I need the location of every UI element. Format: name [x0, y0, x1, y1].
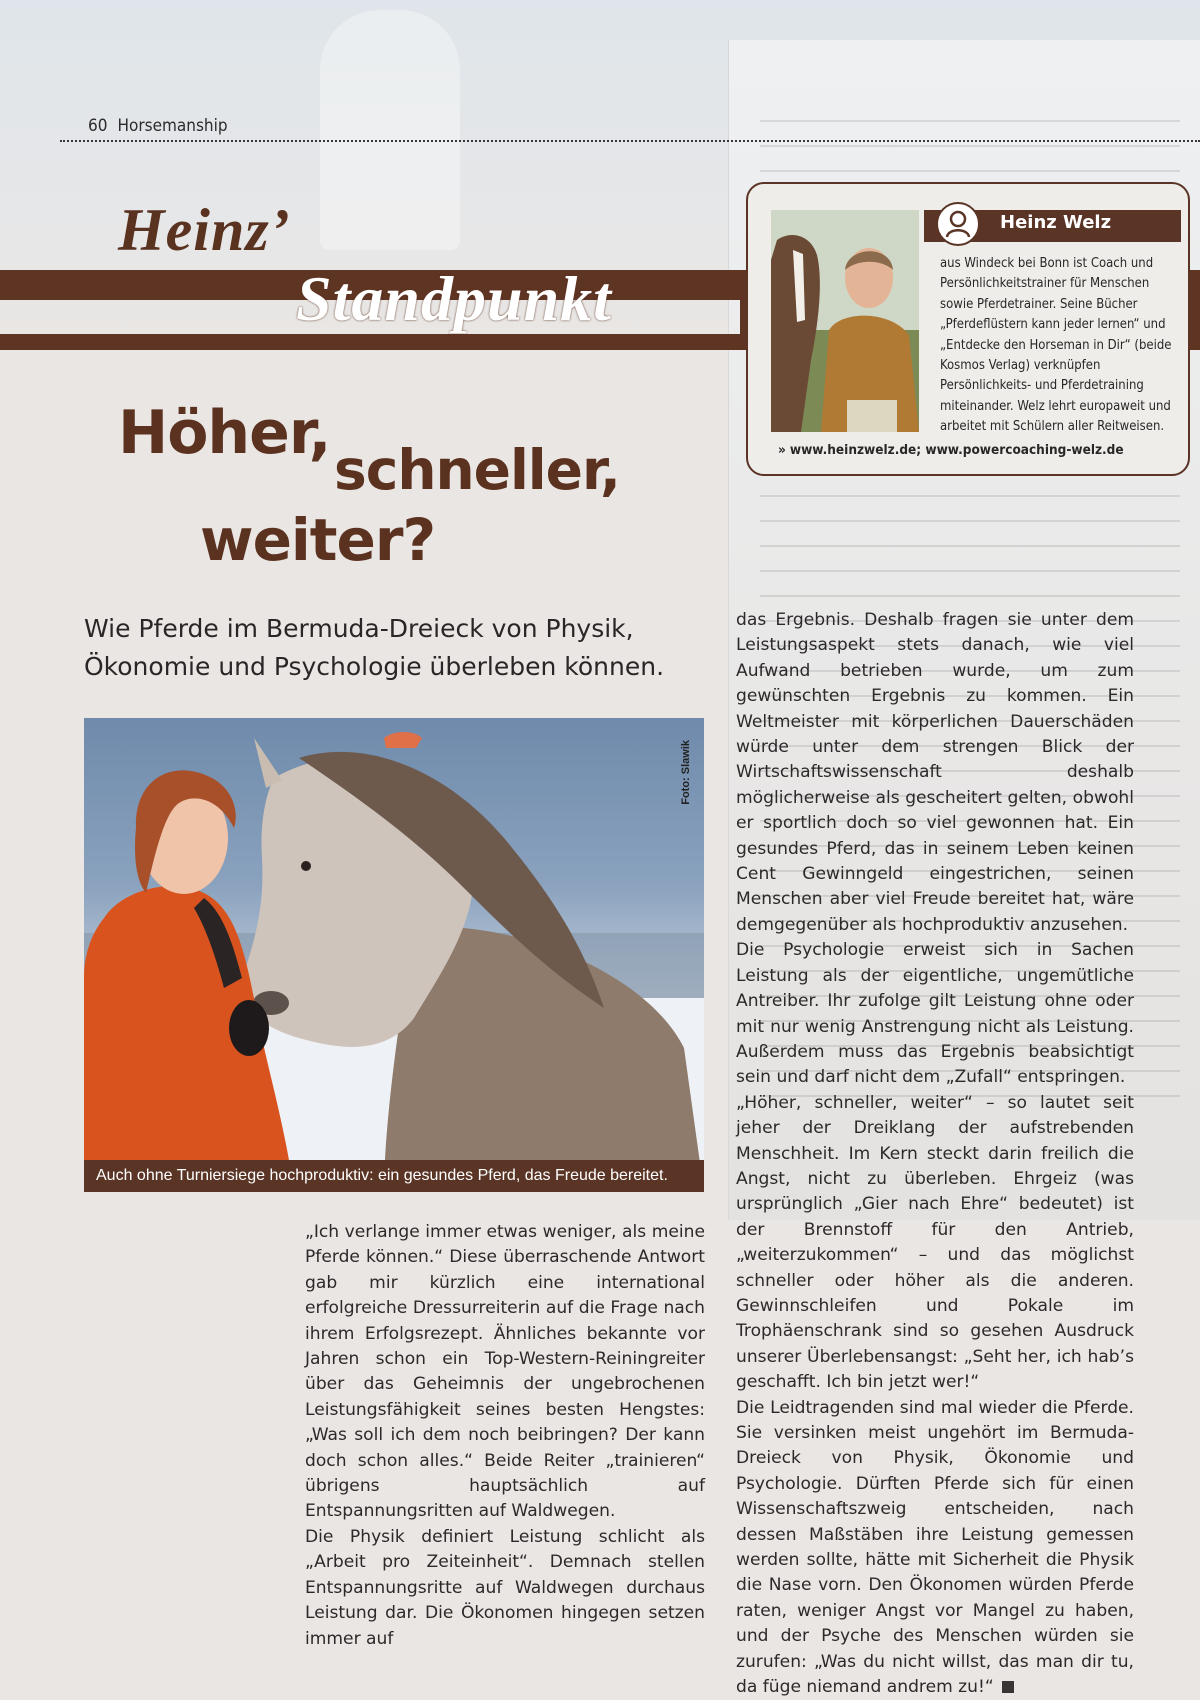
- body-paragraph: Die Physik definiert Leistung schlicht als „Arbeit pro Zeiteinheit“. Demnach stellen Entspannungsritte auf Waldwegen durchaus Leistung dar. Die Ökonomen hingegen setzen immer auf: [305, 1526, 705, 1649]
- author-bio: aus Windeck bei Bonn ist Coach und Persönlichkeitstrainer für Menschen sowie Pferdetrainer. Seine Bücher „Pferdeflüstern kann jeder lernen“ und „Entdecke den Horseman in Dir“ (beide Kosmos Verlag) verknüpfen Persönlichkeits- und Pferdetraining miteinander. Welz lehrt europaweit und arbeitet mit Schülern aller Reitweisen.: [940, 256, 1172, 435]
- headline-part3: weiter?: [200, 506, 436, 574]
- header-dotted-rule: [60, 140, 1200, 142]
- page-number: 60: [88, 116, 108, 136]
- column-title-line2: Standpunkt: [296, 263, 612, 334]
- body-column-left: [305, 1220, 705, 1652]
- section-name: Horsemanship: [117, 116, 228, 136]
- photo-caption: Auch ohne Turniersiege hochproduktiv: ein gesundes Pferd, das Freude bereitet.: [84, 1160, 704, 1192]
- body-column-right: [736, 608, 1134, 1700]
- body-paragraph-last: [736, 1396, 1134, 1700]
- title-band-bottom: [0, 334, 740, 350]
- author-photo: [771, 210, 919, 432]
- double-chevron-right-icon: »: [778, 442, 786, 458]
- body-paragraph: das Ergebnis. Deshalb fragen sie unter dem Leistungsaspekt stets danach, wie viel Aufwand betrieben wurde, um zum gewünschten Ergebnis zu kommen. Ein Weltmeister mit körperlichen Dauerschäden würde unter dem strengen Blick der Wirtschaftswissenschaft deshalb möglicherweise als gescheitert gelten, obwohl er sportlich doch so viel gewonnen hat. Ein gesundes Pferd, das in seinem Leben keinen Cent Gewinngeld eingestrichen, seinen Menschen aber viel Freude bereitet hat, wäre demgegenüber als hochproduktiv anzusehen.: [736, 610, 1134, 935]
- page-header: [88, 116, 228, 136]
- person-icon-glyph: [938, 204, 978, 244]
- body-paragraph: Die Psychologie erweist sich in Sachen Leistung als der eigentliche, ungemütliche Antreiber. Ihr zufolge gilt Leistung ohne oder mit nur wenig Anstrengung nicht als Leistung. Außerdem muss das Ergebnis beabsichtigt sein und darf nicht dem „Zufall“ entspringen.: [736, 940, 1134, 1088]
- headline-part2: schneller,: [334, 438, 620, 502]
- body-paragraph: „Ich verlange immer etwas weniger, als meine Pferde können.“ Diese überraschende Antwort gab mir kürzlich eine international erfolgreiche Dressurreiterin auf die Frage nach ihrem Erfolgsrezept. Ähnliches bekannte vor Jahren schon ein Top-Western-Reiningreiter über das Geheimnis der ungebrochenen Leistungsfähigkeit seines besten Hengstes: „Was soll ich dem noch beibringen? Der kann doch schon alles.“ Beide Reiter „trainieren“ übrigens hauptsächlich auf Entspannungsritten auf Waldwegen.: [305, 1222, 705, 1522]
- person-icon: [936, 202, 980, 246]
- headline-part1: Höher,: [118, 398, 331, 468]
- main-photo: [84, 718, 704, 1192]
- lead-text: Wie Pferde im Bermuda-Dreieck von Physik, Ökonomie und Psychologie überleben können.: [84, 614, 665, 681]
- photo-author-with-horse: [771, 210, 919, 432]
- body-paragraph: „Höher, schneller, weiter“ – so lautet seit jeher der Dreiklang der aufstrebenden Menschheit. Im Kern steckt darin freilich die Angst, nicht zu überleben. Ehrgeiz (was ursprünglich „Gier nach Ehre“ bedeutet) ist der Brennstoff für den Antrieb, „weiterzukommen“ – und das möglichst schneller oder höher als die anderen. Gewinnschleifen und Pokale im Trophäenschrank sind so gesehen Ausdruck unserer Überlebensangst: „Seht her, ich hab’s geschafft. Ich bin jetzt wer!“: [736, 1092, 1134, 1393]
- photo-woman-with-horse: [84, 718, 704, 1192]
- end-of-article-square-icon: [1002, 1681, 1014, 1693]
- author-links[interactable]: [778, 442, 1124, 458]
- column-title-line1: Heinz’: [118, 197, 291, 263]
- photo-credit: Foto: Slawik: [680, 740, 692, 805]
- author-links-text[interactable]: www.heinzwelz.de; www.powercoaching-welz.de: [789, 442, 1124, 458]
- background-rider-silhouette: [320, 10, 460, 250]
- author-name: Heinz Welz: [1000, 212, 1112, 233]
- body-paragraph-text: Die Leidtragenden sind mal wieder die Pferde. Sie versinken meist ungehört im Bermuda-Dreieck von Physik, Ökonomie und Psychologie. Dürften Pferde sich für einen Wissenschaftszweig entscheiden, nach dessen Maßstäben ihre Leistung gemessen werden sollte, hätte mit Sicherheit die Physik die Nase vorn. Den Ökonomen würden Pferde raten, weniger Angst vor Mangel zu haben, und der Psyche des Menschen würden sie zurufen: „Was du nicht willst, das man dir tu, da füge niemand andrem zu!“: [736, 1397, 1134, 1698]
